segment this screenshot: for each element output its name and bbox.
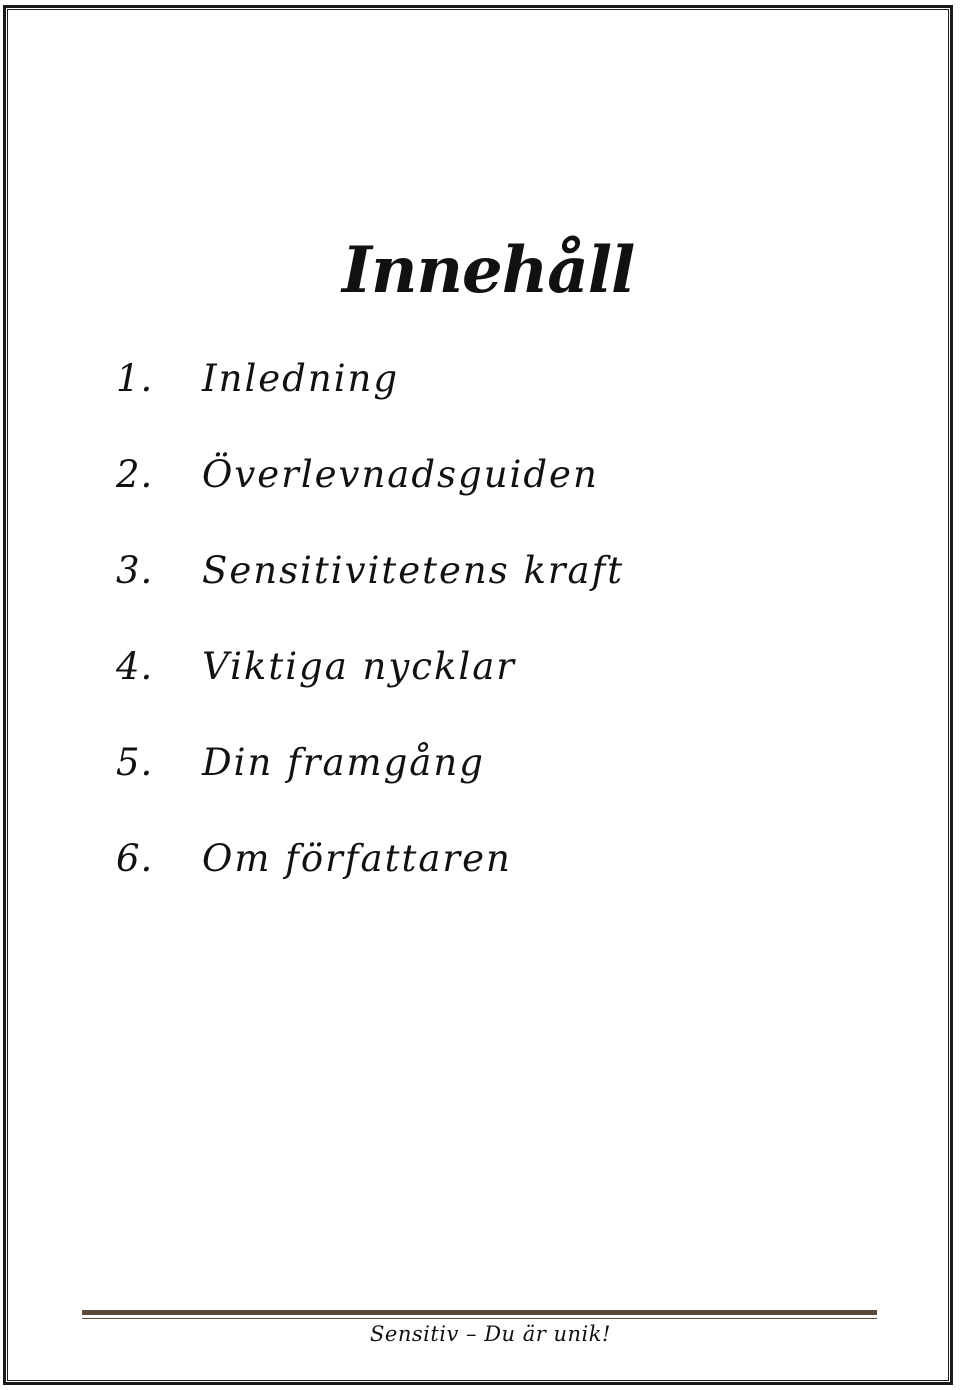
toc-item-number: 2. bbox=[116, 453, 154, 496]
toc-item-4 bbox=[116, 645, 624, 744]
toc-item-6 bbox=[116, 837, 624, 936]
toc-item-number: 4. bbox=[116, 645, 154, 688]
footer-text: Sensitiv – Du är unik! bbox=[370, 1322, 611, 1346]
toc-item-number: 3. bbox=[116, 549, 154, 592]
toc-item-label: Inledning bbox=[202, 357, 400, 400]
toc-item-label: Om författaren bbox=[202, 837, 512, 880]
toc-item-label: Viktiga nycklar bbox=[202, 645, 516, 688]
footer-divider-thin bbox=[82, 1318, 877, 1319]
toc-item-number: 1. bbox=[116, 357, 154, 400]
toc-item-number: 6. bbox=[116, 837, 154, 880]
footer-divider bbox=[82, 1310, 877, 1315]
table-of-contents bbox=[116, 357, 625, 936]
toc-item-5 bbox=[116, 741, 624, 840]
toc-item-3 bbox=[116, 549, 625, 648]
toc-item-label: Din framgång bbox=[202, 741, 485, 784]
toc-item-label: Överlevnadsguiden bbox=[202, 453, 599, 496]
toc-item-2 bbox=[116, 453, 624, 552]
toc-item-number: 5. bbox=[116, 741, 154, 784]
page-title: Innehåll bbox=[342, 232, 635, 308]
toc-item-label: Sensitivitetens kraft bbox=[202, 549, 625, 592]
toc-item-1 bbox=[116, 357, 624, 456]
